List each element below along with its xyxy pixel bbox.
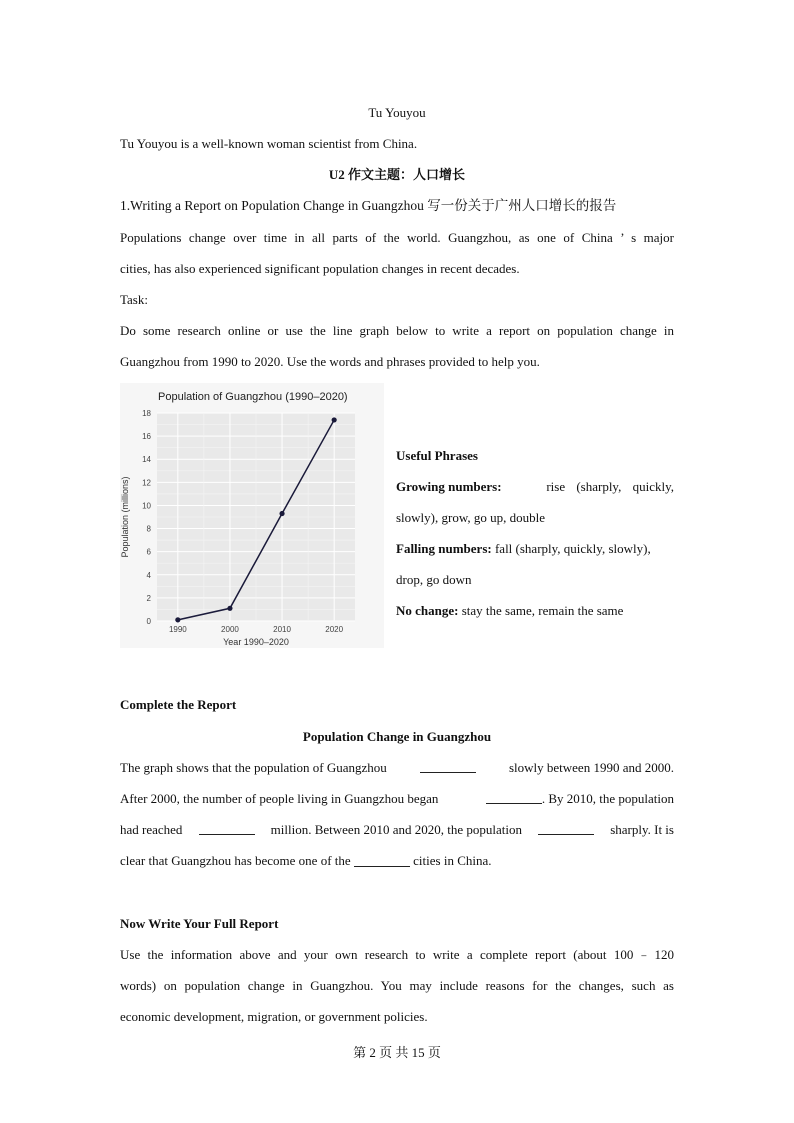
report-line-3-a: had reached <box>120 822 183 837</box>
nochange-line <box>396 603 674 619</box>
report-line-4-a: clear that Guangzhou has become one of the <box>120 853 351 868</box>
data-point <box>332 417 337 422</box>
report-line-4-b: cities in China. <box>413 853 492 868</box>
y-tick-label: 2 <box>146 593 151 603</box>
growing-line-1 <box>396 479 674 495</box>
full-line-1: Use the information above and your own research to write a complete report (about 100﹣120 <box>120 947 674 962</box>
y-tick-label: 12 <box>142 478 151 488</box>
y-tick-label: 14 <box>142 455 151 465</box>
blank-4[interactable] <box>538 822 594 835</box>
task-label: Task: <box>120 292 148 307</box>
report-title: Population Change in Guangzhou <box>302 729 492 744</box>
falling-text-a: fall (sharply, quickly, slowly), <box>494 541 651 556</box>
page-footer: 第 2 页 共 15 页 <box>353 1045 441 1060</box>
x-tick-label: 2020 <box>325 625 344 634</box>
data-point <box>175 617 180 622</box>
report-line-2-a: After 2000, the number of people living in Guangzhou began <box>120 791 439 806</box>
full-line-3: economic development, migration, or government policies. <box>120 1009 428 1024</box>
x-tick-label: 2010 <box>273 625 291 634</box>
population-line-chart <box>120 383 384 648</box>
report-line-1-b: slowly between 1990 and 2000. <box>508 760 674 775</box>
report-line-1-a: The graph shows that the population of Guangzhou <box>120 760 387 775</box>
report-line-3 <box>120 822 674 838</box>
falling-line-1 <box>396 541 674 557</box>
nochange-text: stay the same, remain the same <box>461 603 624 618</box>
complete-heading: Complete the Report <box>120 697 237 712</box>
blank-5[interactable] <box>354 854 410 867</box>
y-tick-label: 6 <box>146 547 151 557</box>
report-line-1 <box>120 760 674 776</box>
full-report-heading: Now Write Your Full Report <box>120 916 279 931</box>
header-name: Tu Youyou <box>368 105 426 120</box>
full-line-2: words) on population change in Guangzhou. You may include reasons for the changes, such as <box>120 978 674 993</box>
chart-x-axis-label: Year 1990–2020 <box>223 637 289 647</box>
blank-3[interactable] <box>199 822 255 835</box>
task1-title: 1.Writing a Report on Population Change in Guangzhou 写一份关于广州人口增长的报告 <box>120 198 617 213</box>
intro-line-1: Populations change over time in all parts of the world. Guangzhou, as one of China ’ s major <box>120 230 674 245</box>
y-tick-label: 0 <box>146 617 151 626</box>
y-tick-label: 8 <box>146 524 151 534</box>
y-tick-label: 4 <box>146 570 151 580</box>
report-line-3-b: million. Between 2010 and 2020, the population <box>270 822 522 837</box>
blank-2[interactable] <box>486 791 542 804</box>
x-tick-label: 1990 <box>168 625 187 634</box>
report-line-3-c: sharply. It is <box>610 822 674 837</box>
report-line-2-b: . By 2010, the population <box>541 791 674 806</box>
blank-1[interactable] <box>420 760 476 773</box>
topic-heading: U2 作文主题：人口增长 <box>328 167 466 182</box>
y-tick-label: 18 <box>142 409 151 418</box>
phrases-heading: Useful Phrases <box>396 448 478 463</box>
growing-label: Growing numbers: <box>396 479 502 494</box>
y-tick-label: 10 <box>142 501 151 511</box>
task-line-2: Guangzhou from 1990 to 2020. Use the words and phrases provided to help you. <box>120 354 540 369</box>
chart-y-axis-label: Population (millions) <box>120 476 130 558</box>
y-tick-label: 16 <box>142 432 151 442</box>
chart-title: Population of Guangzhou (1990–2020) <box>158 391 348 403</box>
x-tick-label: 2000 <box>221 625 239 634</box>
nochange-label: No change: <box>396 603 459 618</box>
intro-line-2: cities, has also experienced significant population changes in recent decades. <box>120 261 520 276</box>
growing-text-a: rise (sharply, quickly, <box>546 479 674 494</box>
data-point <box>227 606 232 611</box>
report-line-2 <box>120 791 674 807</box>
falling-text-b: drop, go down <box>396 572 472 587</box>
task-line-1: Do some research online or use the line graph below to write a report on population change in <box>120 323 674 338</box>
report-line-4 <box>120 853 674 869</box>
growing-text-b: slowly), grow, go up, double <box>396 510 546 525</box>
falling-label: Falling numbers: <box>396 541 492 556</box>
header-sentence: Tu Youyou is a well-known woman scientist from China. <box>120 136 418 151</box>
data-point <box>279 511 284 516</box>
